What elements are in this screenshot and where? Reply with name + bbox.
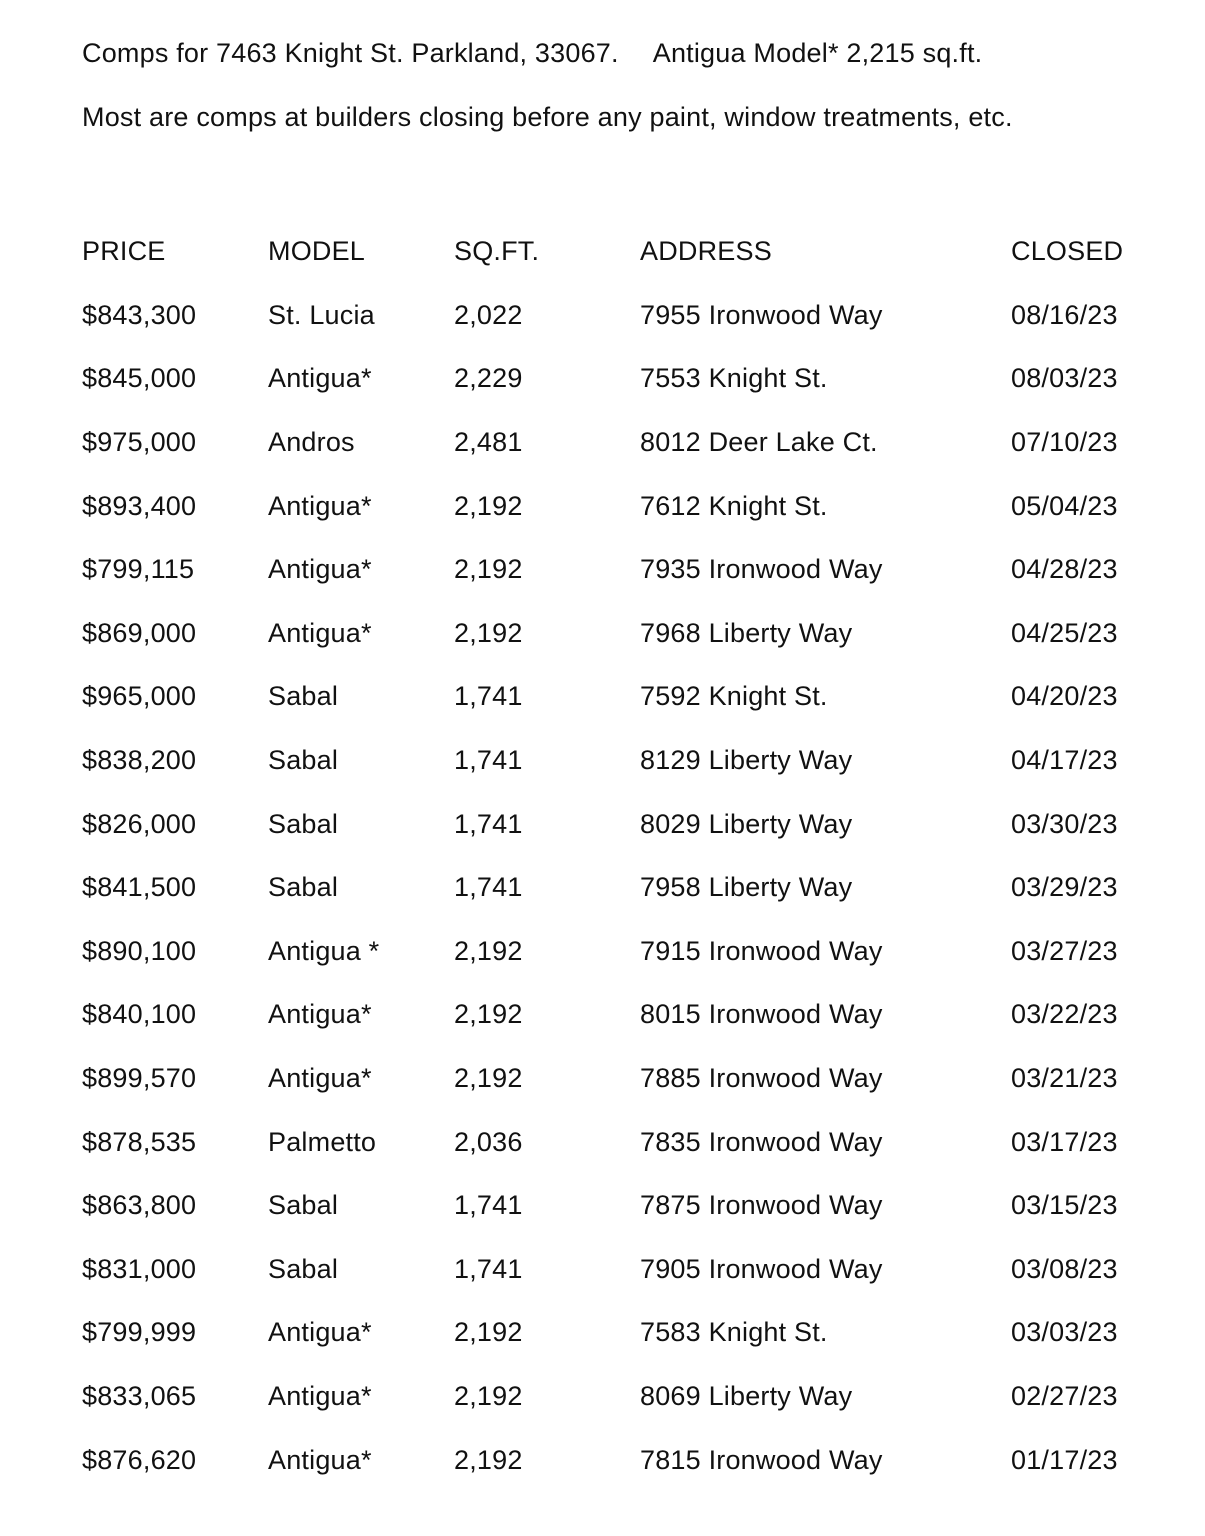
model-cell: St. Lucia xyxy=(268,299,375,330)
closed-cell: 03/03/23 xyxy=(1011,1317,1118,1348)
model-cell: Antigua* xyxy=(268,1063,372,1094)
closed-cell: 02/27/23 xyxy=(1011,1380,1118,1411)
address-cell: 7885 Ironwood Way xyxy=(640,1063,883,1094)
model-cell: Andros xyxy=(268,427,355,458)
sqft-cell: 1,741 xyxy=(454,745,523,776)
price-cell: $826,000 xyxy=(82,808,197,839)
address-cell: 8129 Liberty Way xyxy=(640,745,853,776)
closed-cell: 07/10/23 xyxy=(1011,427,1118,458)
sqft-cell: 2,036 xyxy=(454,1126,523,1157)
price-cell: $838,200 xyxy=(82,745,197,776)
table-row xyxy=(82,474,1131,538)
closed-cell: 03/30/23 xyxy=(1011,808,1118,839)
model-cell: Sabal xyxy=(268,1190,339,1221)
model-cell: Sabal xyxy=(268,1253,339,1284)
price-cell: $833,065 xyxy=(82,1380,197,1411)
address-cell: 8069 Liberty Way xyxy=(640,1380,853,1411)
closed-cell: 04/17/23 xyxy=(1011,745,1118,776)
sqft-cell: 2,229 xyxy=(454,363,523,394)
price-cell: $869,000 xyxy=(82,617,197,648)
address-cell: 7835 Ironwood Way xyxy=(640,1126,883,1157)
address-cell: 7915 Ironwood Way xyxy=(640,935,883,966)
closed-cell: 03/27/23 xyxy=(1011,935,1118,966)
comps-subject: Comps for 7463 Knight St. Parkland, 33067. xyxy=(82,38,619,68)
sqft-cell: 2,192 xyxy=(454,1317,523,1348)
closed-cell: 03/29/23 xyxy=(1011,872,1118,903)
address-cell: 7955 Ironwood Way xyxy=(640,299,883,330)
sqft-cell: 1,741 xyxy=(454,681,523,712)
price-cell: $799,999 xyxy=(82,1317,197,1348)
table-row xyxy=(82,1428,1131,1492)
price-cell: $876,620 xyxy=(82,1444,197,1475)
header-line-2: Most are comps at builders closing before any paint, window treatments, etc. xyxy=(82,102,1013,132)
column-header-price: PRICE xyxy=(82,236,166,267)
price-cell: $799,115 xyxy=(82,554,195,585)
address-cell: 7875 Ironwood Way xyxy=(640,1190,883,1221)
address-cell: 7815 Ironwood Way xyxy=(640,1444,883,1475)
table-row xyxy=(82,538,1131,602)
column-header-sqft: SQ.FT. xyxy=(454,236,540,267)
column-header-closed: CLOSED xyxy=(1011,236,1124,267)
table-row xyxy=(82,1047,1131,1111)
comps-table xyxy=(82,220,1131,1492)
model-cell: Palmetto xyxy=(268,1126,377,1157)
price-cell: $841,500 xyxy=(82,872,197,903)
address-cell: 7968 Liberty Way xyxy=(640,617,853,648)
column-header-address: ADDRESS xyxy=(640,236,772,267)
sqft-cell: 2,192 xyxy=(454,935,523,966)
address-cell: 7612 Knight St. xyxy=(640,490,828,521)
sqft-cell: 1,741 xyxy=(454,1190,523,1221)
address-cell: 7905 Ironwood Way xyxy=(640,1253,883,1284)
sqft-cell: 1,741 xyxy=(454,808,523,839)
table-row xyxy=(82,347,1131,411)
price-cell: $863,800 xyxy=(82,1190,197,1221)
price-cell: $845,000 xyxy=(82,363,197,394)
sqft-cell: 2,192 xyxy=(454,1444,523,1475)
model-cell: Antigua* xyxy=(268,617,372,648)
model-cell: Antigua * xyxy=(268,935,380,966)
sqft-cell: 2,192 xyxy=(454,999,523,1030)
table-row xyxy=(82,856,1131,920)
sqft-cell: 2,022 xyxy=(454,299,523,330)
address-cell: 7592 Knight St. xyxy=(640,681,828,712)
closed-cell: 08/03/23 xyxy=(1011,363,1118,394)
closed-cell: 05/04/23 xyxy=(1011,490,1118,521)
subject-model-size: Antigua Model* 2,215 sq.ft. xyxy=(652,38,983,68)
closed-cell: 03/17/23 xyxy=(1011,1126,1118,1157)
sqft-cell: 1,741 xyxy=(454,1253,523,1284)
model-cell: Sabal xyxy=(268,681,339,712)
closed-cell: 04/25/23 xyxy=(1011,617,1118,648)
model-cell: Sabal xyxy=(268,745,339,776)
table-row xyxy=(82,1110,1131,1174)
table-row xyxy=(82,284,1131,348)
model-cell: Antigua* xyxy=(268,363,372,394)
sqft-cell: 2,192 xyxy=(454,1380,523,1411)
table-row xyxy=(82,792,1131,856)
closed-cell: 08/16/23 xyxy=(1011,299,1118,330)
header-line-1 xyxy=(82,38,982,69)
price-cell: $965,000 xyxy=(82,681,197,712)
address-cell: 8012 Deer Lake Ct. xyxy=(640,427,878,458)
price-cell: $899,570 xyxy=(82,1063,197,1094)
sqft-cell: 2,192 xyxy=(454,617,523,648)
price-cell: $831,000 xyxy=(82,1253,197,1284)
price-cell: $890,100 xyxy=(82,935,197,966)
table-row xyxy=(82,411,1131,475)
column-header-model: MODEL xyxy=(268,236,366,267)
model-cell: Antigua* xyxy=(268,1317,372,1348)
price-cell: $975,000 xyxy=(82,427,197,458)
address-cell: 7583 Knight St. xyxy=(640,1317,828,1348)
price-cell: $843,300 xyxy=(82,299,197,330)
table-body xyxy=(82,284,1131,1492)
address-cell: 8029 Liberty Way xyxy=(640,808,853,839)
table-row xyxy=(82,920,1131,984)
address-cell: 8015 Ironwood Way xyxy=(640,999,883,1030)
sqft-cell: 1,741 xyxy=(454,872,523,903)
sqft-cell: 2,481 xyxy=(454,427,523,458)
table-row xyxy=(82,1365,1131,1429)
closed-cell: 04/28/23 xyxy=(1011,554,1118,585)
model-cell: Sabal xyxy=(268,808,339,839)
closed-cell: 03/08/23 xyxy=(1011,1253,1118,1284)
table-row xyxy=(82,1238,1131,1302)
model-cell: Antigua* xyxy=(268,1380,372,1411)
model-cell: Antigua* xyxy=(268,999,372,1030)
table-row xyxy=(82,1301,1131,1365)
model-cell: Antigua* xyxy=(268,554,372,585)
model-cell: Antigua* xyxy=(268,1444,372,1475)
table-row xyxy=(82,602,1131,666)
sqft-cell: 2,192 xyxy=(454,1063,523,1094)
table-row xyxy=(82,729,1131,793)
model-cell: Antigua* xyxy=(268,490,372,521)
closed-cell: 01/17/23 xyxy=(1011,1444,1118,1475)
table-row xyxy=(82,1174,1131,1238)
address-cell: 7958 Liberty Way xyxy=(640,872,853,903)
closed-cell: 03/21/23 xyxy=(1011,1063,1118,1094)
table-row xyxy=(82,665,1131,729)
sqft-cell: 2,192 xyxy=(454,554,523,585)
price-cell: $840,100 xyxy=(82,999,197,1030)
price-cell: $893,400 xyxy=(82,490,197,521)
closed-cell: 03/22/23 xyxy=(1011,999,1118,1030)
address-cell: 7553 Knight St. xyxy=(640,363,828,394)
price-cell: $878,535 xyxy=(82,1126,197,1157)
address-cell: 7935 Ironwood Way xyxy=(640,554,883,585)
table-row xyxy=(82,983,1131,1047)
sqft-cell: 2,192 xyxy=(454,490,523,521)
table-header-row xyxy=(82,220,1131,284)
closed-cell: 03/15/23 xyxy=(1011,1190,1118,1221)
closed-cell: 04/20/23 xyxy=(1011,681,1118,712)
model-cell: Sabal xyxy=(268,872,339,903)
